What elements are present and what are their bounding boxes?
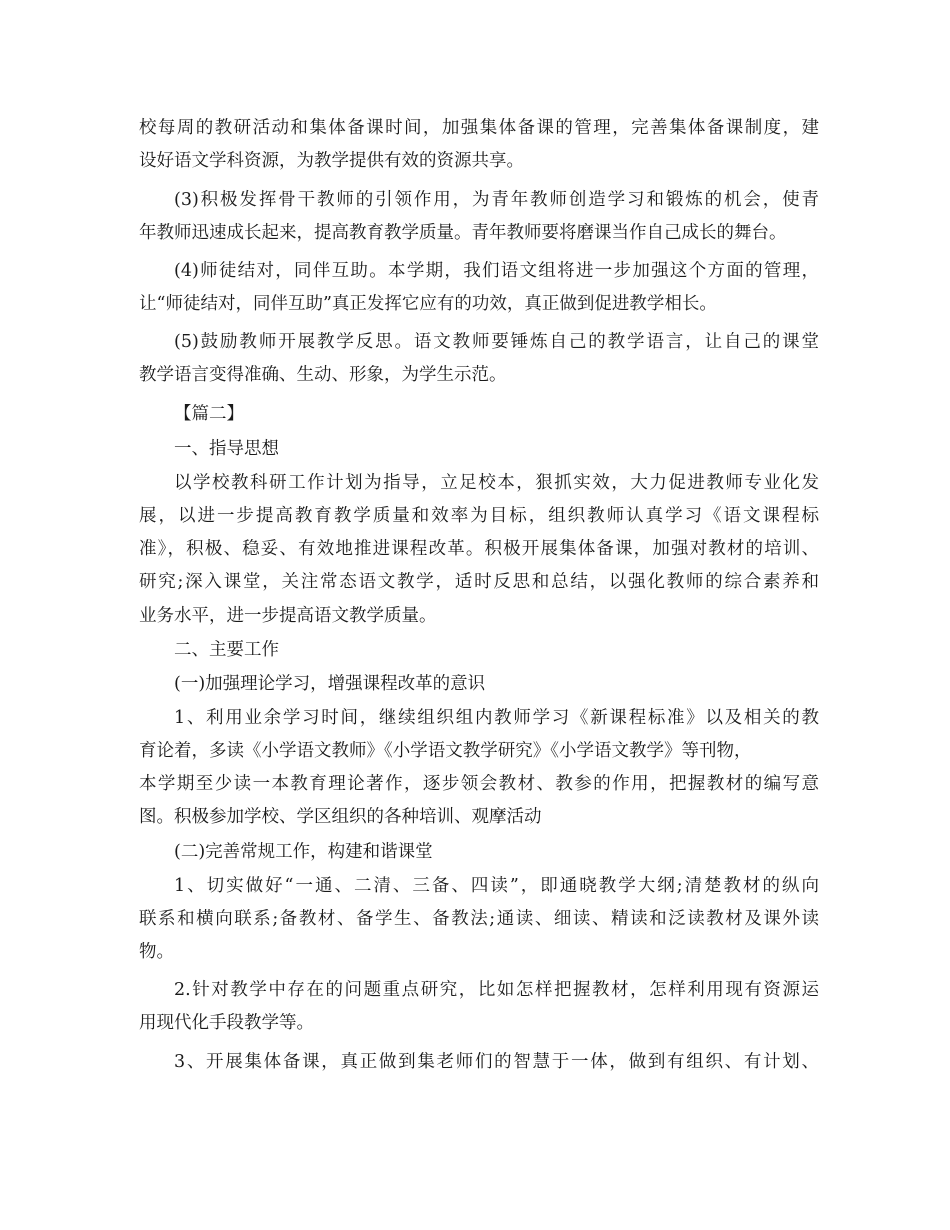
text-line: 研究;深入课堂，关注常态语文教学，适时反思和总结，以强化教师的综合素养和	[139, 572, 819, 592]
text-line: 校每周的教研活动和集体备课时间，加强集体备课的管理，完善集体备课制度，建	[139, 118, 819, 138]
text-line: 教学语言变得准确、生动、形象，为学生示范。	[139, 365, 507, 385]
text-line: 二、主要工作	[174, 640, 279, 660]
text-line: 物。	[139, 942, 174, 962]
text-line: 让“师徒结对，同伴互助”真正发挥它应有的功效，真正做到促进教学相长。	[139, 294, 717, 314]
text-line: 一、指导思想	[174, 439, 279, 459]
text-line: (3)积极发挥骨干教师的引领作用，为青年教师创造学习和锻炼的机会，使青	[174, 190, 819, 210]
text-line: 3、开展集体备课，真正做到集老师们的智慧于一体，做到有组织、有计划、	[174, 1052, 819, 1072]
text-line: (5)鼓励教师开展教学反思。语文教师要锤炼自己的教学语言，让自己的课堂	[174, 332, 819, 352]
text-line: 图。积极参加学校、学区组织的各种培训、观摩活动	[139, 807, 542, 827]
text-line: 用现代化手段教学等。	[139, 1013, 314, 1033]
text-line: 展，以进一步提高教育教学质量和效率为目标，组织教师认真学习《语文课程标	[139, 506, 819, 526]
text-line: 2.针对教学中存在的问题重点研究，比如怎样把握教材，怎样利用现有资源运	[174, 980, 819, 1000]
text-line: (一)加强理论学习，增强课程改革的意识	[174, 674, 486, 694]
text-line: (二)完善常规工作，构建和谐课堂	[174, 842, 433, 862]
text-line: 设好语文学科资源，为教学提供有效的资源共享。	[139, 151, 524, 171]
text-line: 育论着，多读《小学语文教师》《小学语文教学研究》《小学语文教学》等刊物，	[139, 741, 752, 761]
text-line: 准》，积极、稳妥、有效地推进课程改革。积极开展集体备课，加强对教材的培训、	[139, 539, 819, 559]
text-line: 1、利用业余学习时间，继续组织组内教师学习《新课程标准》以及相关的教	[174, 708, 819, 728]
text-line: 【篇二】	[174, 404, 244, 424]
text-line: (4)师徒结对，同伴互助。本学期，我们语文组将进一步加强这个方面的管理，	[174, 261, 819, 281]
text-line: 本学期至少读一本教育理论著作，逐步领会教材、教参的作用，把握教材的编写意	[139, 774, 819, 794]
text-line: 业务水平，进一步提高语文教学质量。	[139, 606, 437, 626]
text-line: 1、切实做好“一通、二清、三备、四读”，即通晓教学大纲;清楚教材的纵向	[174, 876, 819, 896]
text-line: 联系和横向联系;备教材、备学生、备教法;通读、细读、精读和泛读教材及课外读	[139, 909, 819, 929]
text-line: 以学校教科研工作计划为指导，立足校本，狠抓实效，大力促进教师专业化发	[174, 473, 819, 493]
text-line: 年教师迅速成长起来，提高教育教学质量。青年教师要将磨课当作自己成长的舞台。	[139, 223, 787, 243]
